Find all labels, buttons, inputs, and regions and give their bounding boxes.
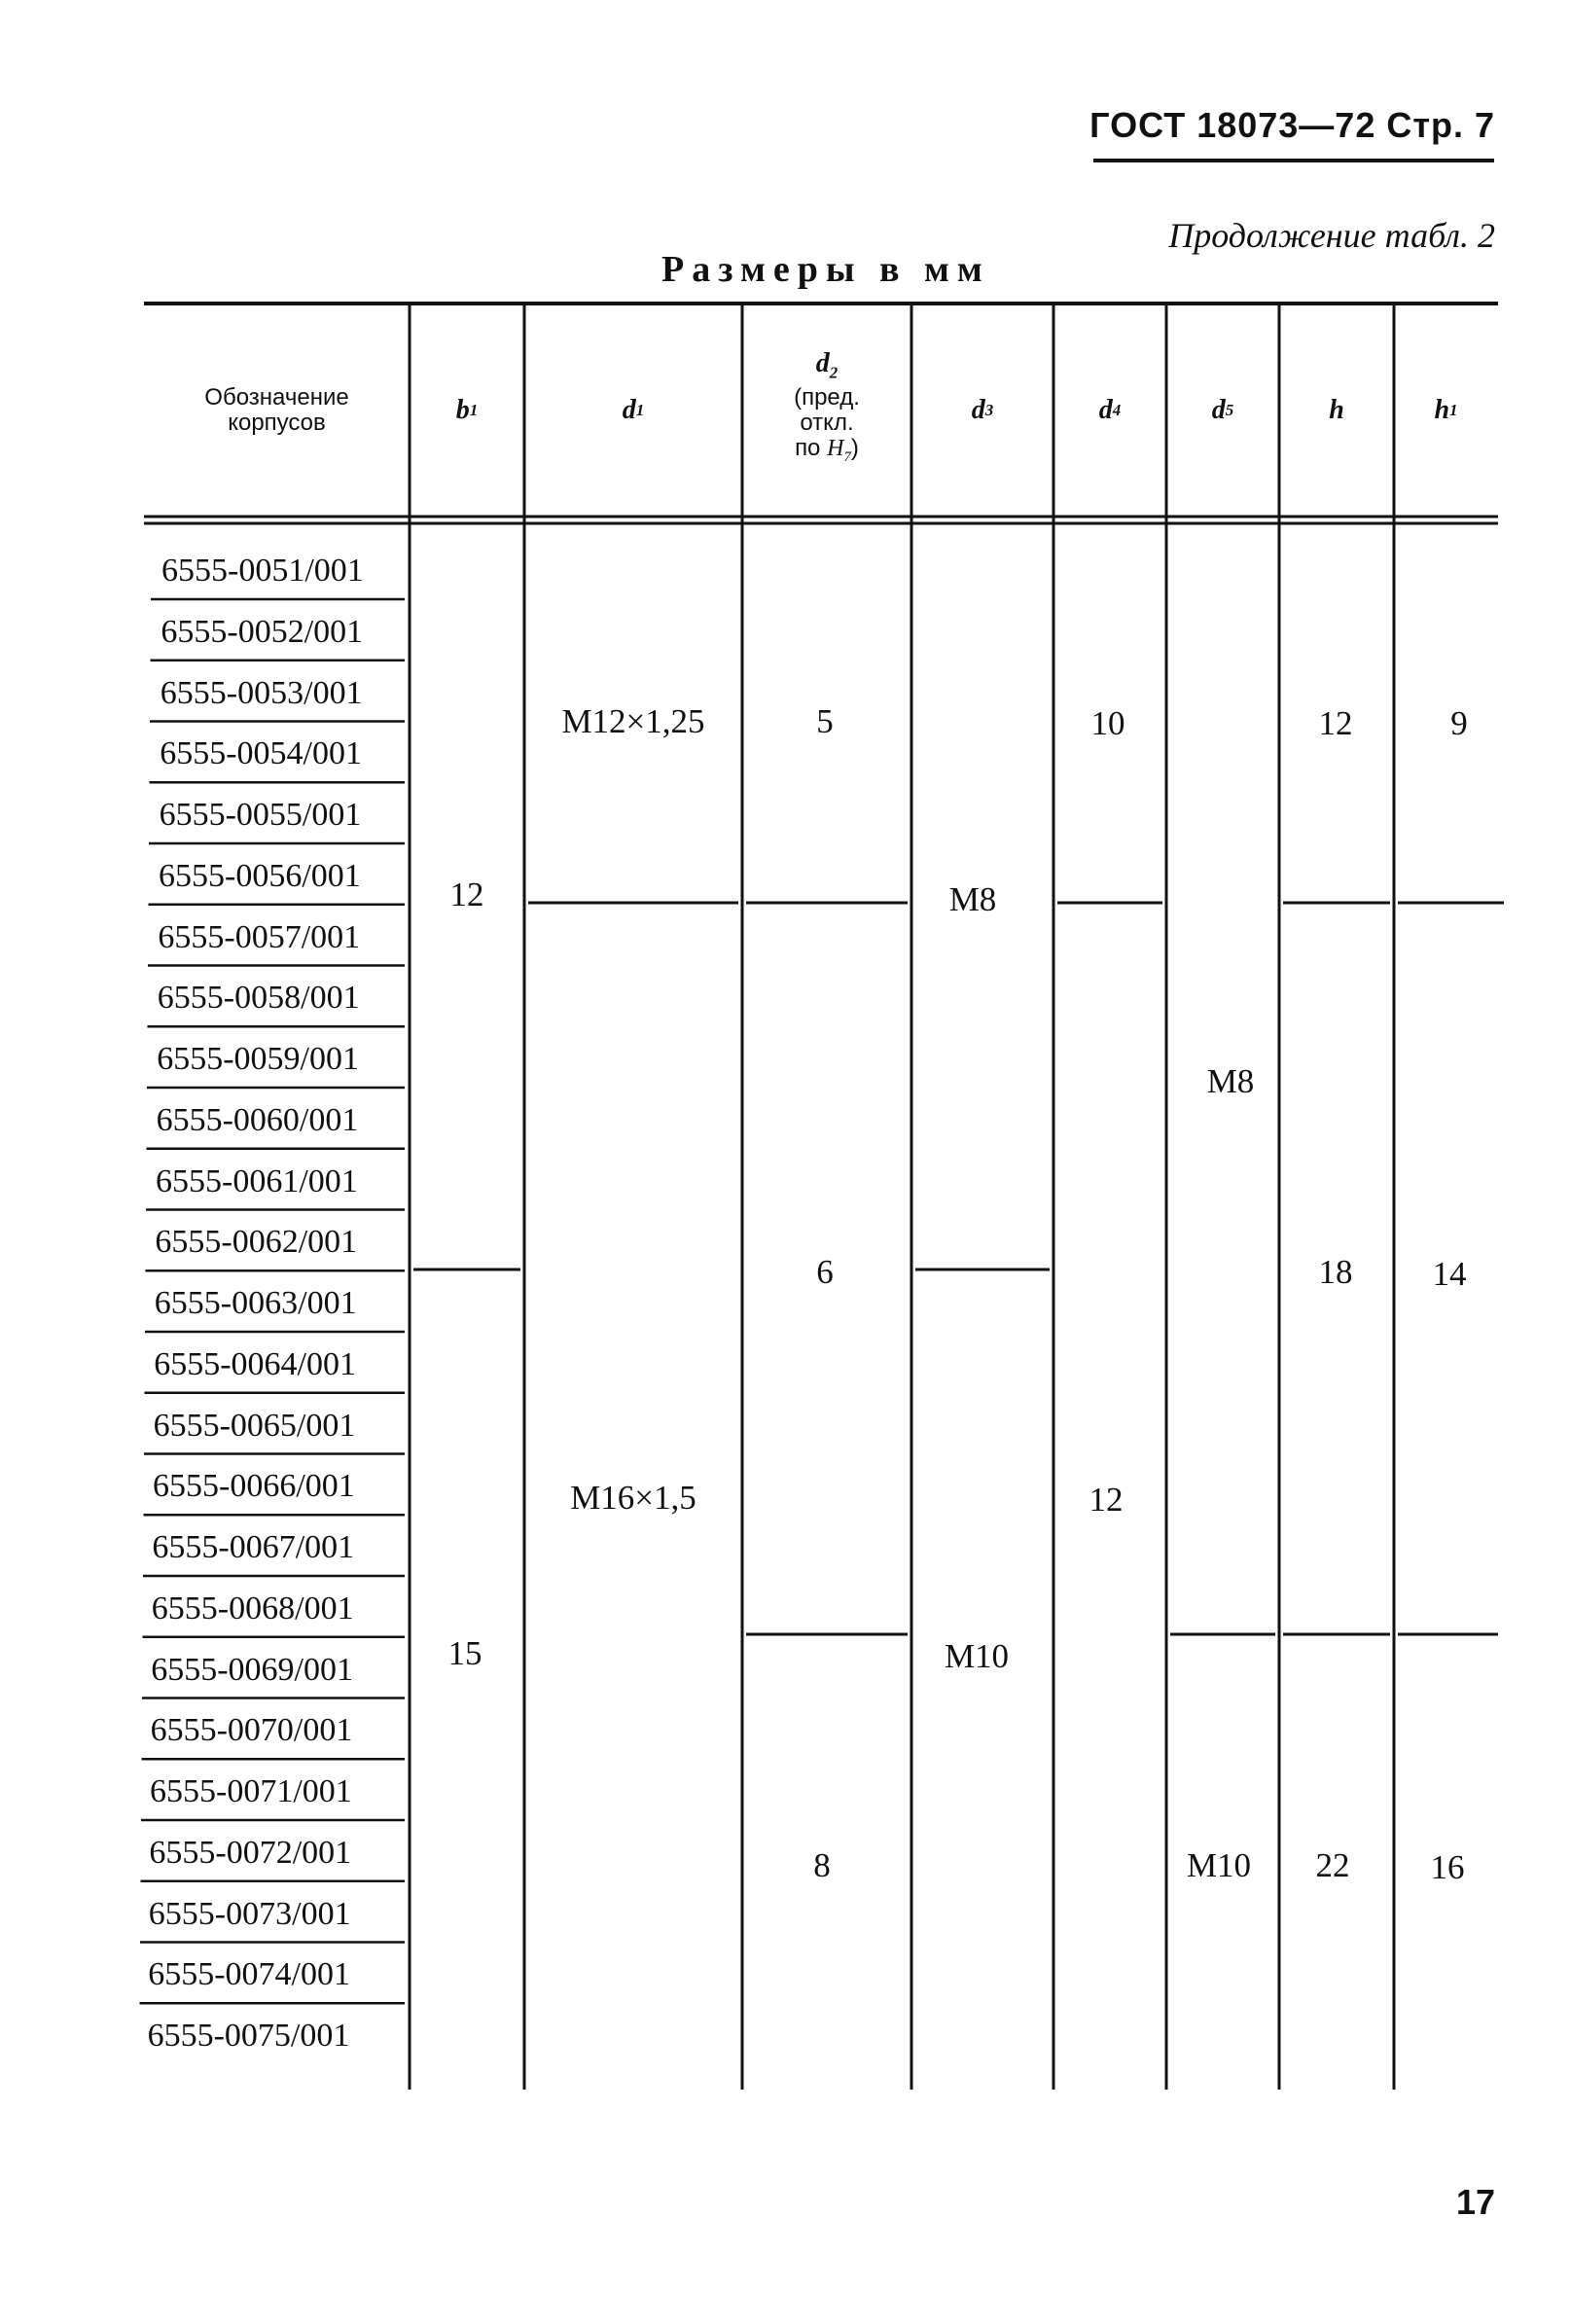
page-number: 17 — [1455, 2182, 1495, 2222]
d5-value-m10: M10 — [1186, 1846, 1252, 1884]
d1-value-m16: M16×1,5 — [570, 1479, 696, 1517]
d3-value-m8: M8 — [948, 880, 997, 918]
h1-value-14: 14 — [1432, 1255, 1467, 1293]
designation-row: 6555-0067/001 — [152, 1529, 355, 1565]
designation-row: 6555-0062/001 — [155, 1224, 358, 1261]
designation-row: 6555-0056/001 — [159, 857, 361, 894]
b1-value-12: 12 — [449, 876, 484, 913]
h-value-18: 18 — [1318, 1253, 1353, 1291]
d2-value-8: 8 — [813, 1846, 831, 1884]
header-d5: d 5 — [1211, 395, 1234, 425]
header-h1: h 1 — [1434, 395, 1458, 425]
designation-row: 6555-0074/001 — [148, 1956, 350, 1993]
designation-row: 6555-0058/001 — [157, 980, 360, 1017]
designation-row: 6555-0065/001 — [153, 1407, 356, 1444]
header-d3: d 3 — [971, 395, 994, 425]
designation-row: 6555-0073/001 — [148, 1895, 351, 1932]
d4-value-10: 10 — [1090, 704, 1125, 742]
designation-row: 6555-0059/001 — [157, 1041, 359, 1077]
standard-header: ГОСТ 18073—72 Стр. 7 — [1089, 105, 1495, 145]
d5-value-m8: M8 — [1206, 1062, 1255, 1100]
designation-row: 6555-0057/001 — [158, 918, 361, 955]
designation-row: 6555-0060/001 — [156, 1101, 359, 1138]
d4-value-12: 12 — [1089, 1481, 1124, 1519]
designation-row: 6555-0063/001 — [154, 1285, 357, 1321]
designation-row: 6555-0064/001 — [154, 1345, 356, 1382]
units-caption: Размеры в мм — [661, 249, 990, 290]
header-designation: Обозначение корпусов — [204, 384, 349, 436]
designation-row: 6555-0055/001 — [159, 797, 362, 833]
h1-value-16: 16 — [1430, 1848, 1465, 1886]
designation-row: 6555-0061/001 — [156, 1162, 358, 1199]
designation-row: 6555-0069/001 — [151, 1651, 353, 1688]
header-h: h — [1329, 395, 1344, 425]
header-d1: d 1 — [622, 395, 645, 425]
b1-value-15: 15 — [447, 1634, 482, 1672]
d3-value-m10: M10 — [944, 1637, 1010, 1675]
designation-row: 6555-0071/001 — [150, 1773, 352, 1809]
h-value-22: 22 — [1315, 1846, 1350, 1884]
designation-row: 6555-0075/001 — [147, 2018, 350, 2054]
header-b1: b 1 — [455, 395, 479, 425]
continuation-label: Продолжение табл. 2 — [1168, 216, 1495, 255]
d2-value-6: 6 — [816, 1253, 834, 1291]
d2-value-5: 5 — [816, 702, 834, 740]
h1-value-9: 9 — [1450, 704, 1468, 742]
designation-row: 6555-0054/001 — [160, 735, 362, 772]
header-d4: d 4 — [1098, 395, 1122, 425]
d1-value-m12: M12×1,25 — [561, 702, 705, 740]
header-d2: $d_2$ (пред. откл. по $H_7$) — [794, 347, 860, 466]
designation-row: 6555-0072/001 — [149, 1834, 352, 1871]
designation-row: 6555-0051/001 — [161, 553, 364, 589]
designation-row: 6555-0068/001 — [151, 1590, 354, 1627]
designation-row: 6555-0052/001 — [161, 613, 364, 650]
h-value-12: 12 — [1318, 704, 1353, 742]
designation-row: 6555-0070/001 — [150, 1712, 353, 1749]
designation-row: 6555-0053/001 — [160, 674, 363, 711]
designation-row: 6555-0066/001 — [153, 1468, 355, 1505]
